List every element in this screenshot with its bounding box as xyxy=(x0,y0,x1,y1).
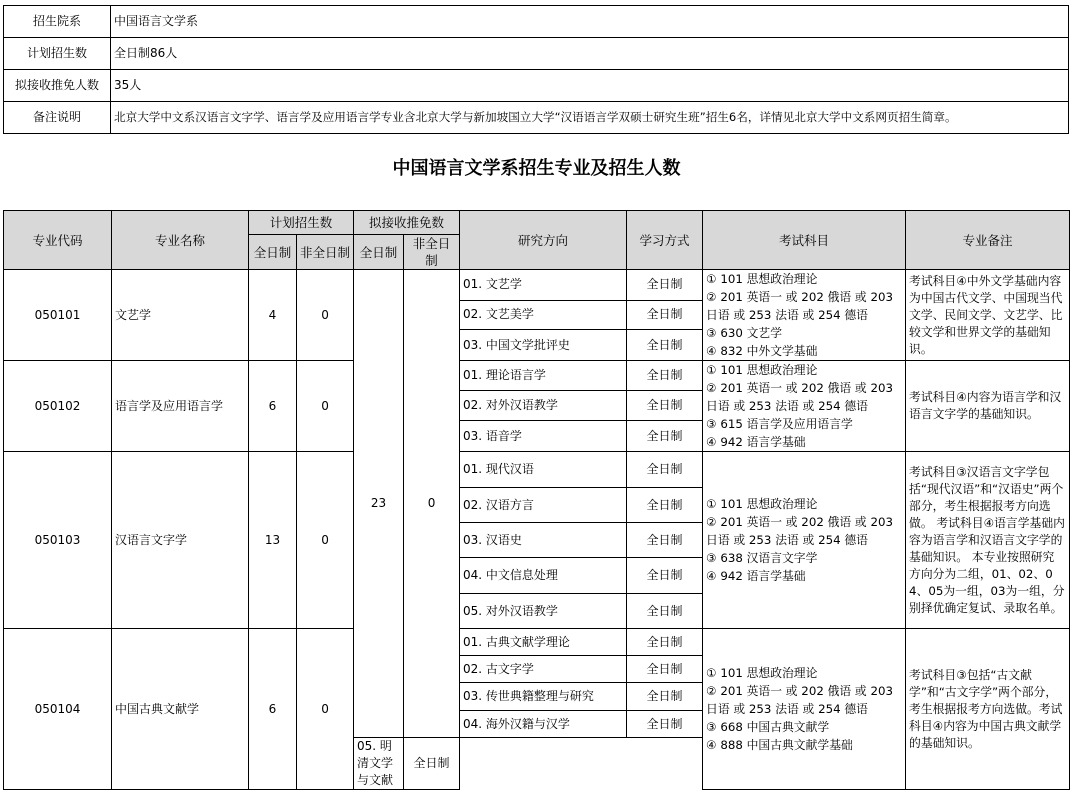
major-note: 考试科目③汉语言文字学包括“现代汉语”和“汉语史”两个部分，考生根据报考方向选做。 考试科目④语言学基础内容为语言学和汉语言文字学的基础知识。 本专业按照研究方向分为二组，01、02、04、05为一组，03为一组，分别择优确定复试、录取名单。 xyxy=(906,452,1070,629)
info-key: 备注说明 xyxy=(4,102,111,134)
exam-line: ① 101 思想政治理论 xyxy=(706,497,818,511)
exam-line: ② 201 英语一 或 202 俄语 或 203 xyxy=(706,684,893,698)
major-name: 中国古典文献学 xyxy=(112,629,249,790)
header-tuimian-nonfull: 非全日制 xyxy=(404,235,460,270)
exam-line: ③ 668 中国古典文献学 xyxy=(706,720,830,734)
plan-nonfull: 0 xyxy=(297,361,354,452)
header-mode: 学习方式 xyxy=(627,211,703,270)
direction: 02. 文艺美学 xyxy=(460,300,627,330)
header-direction: 研究方向 xyxy=(460,211,627,270)
direction: 02. 古文字学 xyxy=(460,656,627,683)
exam-line: 日语 或 253 法语 或 254 德语 xyxy=(706,308,868,322)
exam-line: ① 101 思想政治理论 xyxy=(706,363,818,377)
info-row-tuimian xyxy=(4,70,1069,102)
exam-line: ④ 888 中国古典文献学基础 xyxy=(706,738,853,752)
exam-line: ③ 638 汉语言文字学 xyxy=(706,551,818,565)
exam-subjects xyxy=(703,270,906,361)
study-mode: 全日制 xyxy=(627,300,703,330)
info-row-department xyxy=(4,6,1069,38)
study-mode: 全日制 xyxy=(627,656,703,683)
plan-full: 13 xyxy=(249,452,297,629)
study-mode: 全日制 xyxy=(627,421,703,452)
table-row xyxy=(4,452,1070,488)
exam-subjects xyxy=(703,452,906,629)
header-name: 专业名称 xyxy=(112,211,249,270)
header-tuimian-full: 全日制 xyxy=(354,235,404,270)
exam-line: ④ 832 中外文学基础 xyxy=(706,344,818,358)
study-mode: 全日制 xyxy=(627,594,703,629)
header-plan-full: 全日制 xyxy=(249,235,297,270)
direction: 04. 中文信息处理 xyxy=(460,558,627,594)
exam-subjects xyxy=(703,629,906,790)
direction: 01. 现代汉语 xyxy=(460,452,627,488)
study-mode: 全日制 xyxy=(627,711,703,738)
study-mode: 全日制 xyxy=(627,629,703,656)
plan-nonfull: 0 xyxy=(297,270,354,361)
info-table xyxy=(3,5,1069,134)
major-code: 050104 xyxy=(4,629,112,790)
study-mode: 全日制 xyxy=(627,523,703,558)
major-name: 语言学及应用语言学 xyxy=(112,361,249,452)
direction: 05. 对外汉语教学 xyxy=(460,594,627,629)
study-mode: 全日制 xyxy=(627,361,703,391)
direction: 05. 明清文学与文献 xyxy=(354,738,404,790)
direction: 01. 古典文献学理论 xyxy=(460,629,627,656)
direction: 01. 文艺学 xyxy=(460,270,627,301)
exam-line: ③ 630 文艺学 xyxy=(706,326,783,340)
info-value: 中国语言文学系 xyxy=(111,6,1069,38)
info-value: 全日制86人 xyxy=(111,38,1069,70)
direction: 03. 中国文学批评史 xyxy=(460,330,627,361)
major-name: 汉语言文字学 xyxy=(112,452,249,629)
major-note: 考试科目④中外文学基础内容为中国古代文学、中国现当代文学、民间文学、文艺学、比较文学和世界文学的基础知识。 xyxy=(906,270,1070,361)
direction: 03. 语音学 xyxy=(460,421,627,452)
plan-nonfull: 0 xyxy=(297,629,354,790)
direction: 02. 汉语方言 xyxy=(460,488,627,523)
info-row-plan xyxy=(4,38,1069,70)
header-note: 专业备注 xyxy=(906,211,1070,270)
major-name: 文艺学 xyxy=(112,270,249,361)
direction: 03. 汉语史 xyxy=(460,523,627,558)
exam-line: ② 201 英语一 或 202 俄语 或 203 xyxy=(706,515,893,529)
exam-line: ④ 942 语言学基础 xyxy=(706,569,806,583)
direction: 01. 理论语言学 xyxy=(460,361,627,391)
exam-subjects xyxy=(703,361,906,452)
header-exam: 考试科目 xyxy=(703,211,906,270)
header-plan: 计划招生数 xyxy=(249,211,354,235)
majors-table xyxy=(3,210,1070,790)
table-row xyxy=(4,629,1070,656)
page-title: 中国语言文学系招生专业及招生人数 xyxy=(392,158,681,179)
header-tuimian: 拟接收推免数 xyxy=(354,211,460,235)
header-code: 专业代码 xyxy=(4,211,112,270)
study-mode: 全日制 xyxy=(627,452,703,488)
info-key: 计划招生数 xyxy=(4,38,111,70)
exam-line: ① 101 思想政治理论 xyxy=(706,666,818,680)
header-row xyxy=(4,211,1070,235)
tuimian-full: 23 xyxy=(354,270,404,738)
major-note: 考试科目③包括“古文献学”和“古文字学”两个部分，考生根据报考方向选做。考试科目④内容为中国古典文献学的基础知识。 xyxy=(906,629,1070,790)
major-code: 050102 xyxy=(4,361,112,452)
direction: 04. 海外汉籍与汉学 xyxy=(460,711,627,738)
study-mode: 全日制 xyxy=(627,488,703,523)
study-mode: 全日制 xyxy=(627,558,703,594)
major-code: 050101 xyxy=(4,270,112,361)
study-mode: 全日制 xyxy=(404,738,460,790)
tuimian-nonfull: 0 xyxy=(404,270,460,738)
direction: 02. 对外汉语教学 xyxy=(460,390,627,421)
info-value: 北京大学中文系汉语言文字学、语言学及应用语言学专业含北京大学与新加坡国立大学“汉语语言学双硕士研究生班”招生6名，详情见北京大学中文系网页招生简章。 xyxy=(111,102,1069,134)
plan-full: 6 xyxy=(249,629,297,790)
study-mode: 全日制 xyxy=(627,390,703,421)
exam-line: ② 201 英语一 或 202 俄语 或 203 xyxy=(706,381,893,395)
exam-line: 日语 或 253 法语 或 254 德语 xyxy=(706,702,868,716)
study-mode: 全日制 xyxy=(627,330,703,361)
study-mode: 全日制 xyxy=(627,683,703,711)
info-key: 招生院系 xyxy=(4,6,111,38)
exam-line: ① 101 思想政治理论 xyxy=(706,272,818,286)
major-note: 考试科目④内容为语言学和汉语言文字学的基础知识。 xyxy=(906,361,1070,452)
plan-full: 4 xyxy=(249,270,297,361)
exam-line: ④ 942 语言学基础 xyxy=(706,435,806,449)
exam-line: 日语 或 253 法语 或 254 德语 xyxy=(706,533,868,547)
major-code: 050103 xyxy=(4,452,112,629)
table-row xyxy=(4,361,1070,391)
direction: 03. 传世典籍整理与研究 xyxy=(460,683,627,711)
exam-line: ③ 615 语言学及应用语言学 xyxy=(706,417,853,431)
info-value: 35人 xyxy=(111,70,1069,102)
plan-full: 6 xyxy=(249,361,297,452)
study-mode: 全日制 xyxy=(627,270,703,301)
plan-nonfull: 0 xyxy=(297,452,354,629)
info-key: 拟接收推免人数 xyxy=(4,70,111,102)
info-row-remark xyxy=(4,102,1069,134)
header-plan-nonfull: 非全日制 xyxy=(297,235,354,270)
table-row xyxy=(4,270,1070,301)
exam-line: ② 201 英语一 或 202 俄语 或 203 xyxy=(706,290,893,304)
exam-line: 日语 或 253 法语 或 254 德语 xyxy=(706,399,868,413)
